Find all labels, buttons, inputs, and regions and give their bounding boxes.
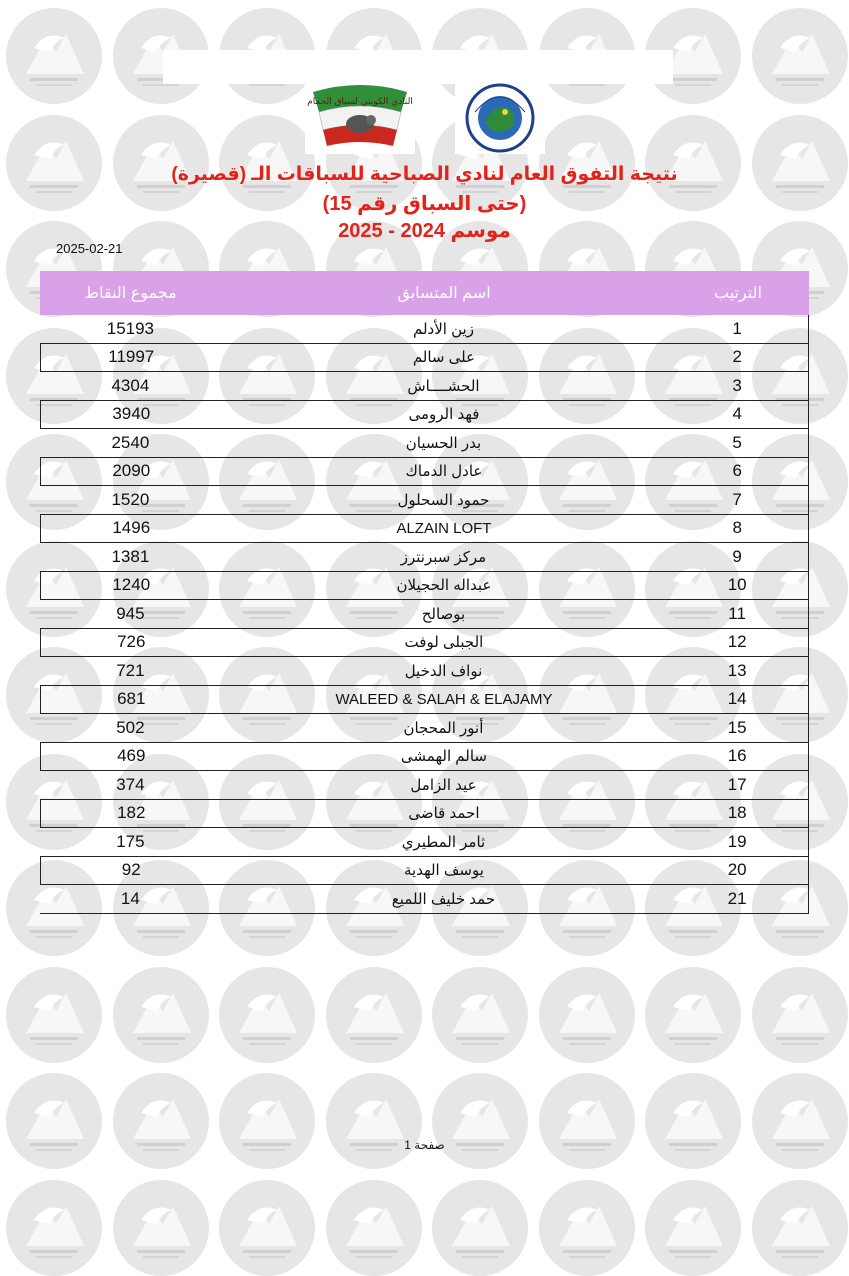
points-cell: 945: [116, 603, 145, 623]
points-cell: 11997: [108, 347, 155, 367]
name-cell: بدر الحسيان: [405, 434, 482, 452]
federation-logo: [455, 82, 545, 154]
table-row: [40, 600, 809, 629]
name-cell: ثامر المطيري: [401, 833, 486, 851]
table-row: [40, 486, 809, 515]
svg-text:النادي الكويتي لسباق الحمام: النادي الكويتي لسباق الحمام: [307, 97, 413, 107]
rank-cell: 13: [727, 660, 747, 680]
points-cell: 1496: [112, 518, 151, 538]
points-cell: 15193: [106, 318, 155, 338]
rank-cell: 10: [727, 575, 747, 595]
table-row: [40, 344, 809, 373]
rank-cell: 16: [727, 746, 747, 766]
page-number: صفحة 1: [404, 1138, 445, 1152]
table-row: [40, 401, 809, 430]
points-cell: 374: [116, 774, 145, 794]
name-cell: حمود السحلول: [397, 491, 490, 509]
table-row: [40, 429, 809, 458]
name-cell: عيد الزامل: [410, 776, 477, 794]
name-cell: الحشــــاش: [407, 377, 480, 395]
name-cell: حمد خليف اللميع: [391, 890, 496, 908]
report-subtitle: (حتى السباق رقم 15): [322, 193, 527, 215]
name-cell: سالم الهمشى: [400, 748, 487, 766]
header-blank-box: [163, 50, 673, 84]
table-header: [40, 271, 809, 315]
name-cell: فهد الرومى: [408, 406, 480, 424]
rank-cell: 1: [732, 318, 742, 338]
name-cell: بوصالح: [421, 605, 466, 623]
points-cell: 3940: [112, 404, 151, 424]
table-row: [40, 828, 809, 857]
table-row: [40, 885, 809, 914]
rank-cell: 5: [732, 432, 742, 452]
report-title: نتيجة التفوق العام لنادي الصباحية للسباقات الـ (قصيرة): [171, 164, 678, 185]
table-row: [40, 714, 809, 743]
rank-cell: 15: [727, 717, 747, 737]
table-row: [40, 315, 809, 344]
table-row: [40, 572, 809, 601]
table-row: [40, 743, 809, 772]
header-rank: الترتيب: [714, 285, 762, 302]
table-row: [40, 800, 809, 829]
points-cell: 721: [116, 660, 145, 680]
rank-cell: 21: [727, 888, 747, 908]
rank-cell: 8: [732, 518, 742, 538]
table-row: [40, 857, 809, 886]
points-cell: 182: [117, 803, 146, 823]
points-cell: 92: [121, 860, 141, 880]
points-cell: 1520: [111, 489, 150, 509]
points-cell: 175: [116, 831, 145, 851]
name-cell: على سالم: [412, 349, 476, 367]
points-cell: 2540: [111, 432, 150, 452]
name-cell: عبداله الحجيلان: [396, 577, 492, 595]
rank-cell: 4: [732, 404, 742, 424]
name-cell: زين الأدلم: [412, 320, 474, 338]
points-cell: 2090: [112, 461, 151, 481]
name-cell: عادل الدماك: [405, 463, 483, 481]
rank-cell: 9: [732, 546, 742, 566]
header-name: اسم المتسابق: [397, 285, 491, 302]
name-cell: WALEED & SALAH & ELAJAMY: [335, 690, 553, 708]
rank-cell: 17: [727, 774, 747, 794]
rank-cell: 20: [727, 860, 747, 880]
points-cell: 502: [116, 717, 145, 737]
table-row: [40, 686, 809, 715]
table-row: [40, 657, 809, 686]
table-row: [40, 372, 809, 401]
name-cell: احمد قاضى: [408, 805, 480, 823]
header-points: مجموع النقاط: [84, 285, 177, 302]
points-cell: 4304: [111, 375, 150, 395]
name-cell: أنور المحجان: [403, 719, 484, 737]
rank-cell: 14: [727, 689, 747, 709]
club-logo: [305, 82, 415, 154]
season-label: موسم 2024 - 2025: [338, 220, 511, 242]
rank-cell: 18: [727, 803, 747, 823]
points-cell: 1381: [111, 546, 150, 566]
points-cell: 469: [117, 746, 146, 766]
points-cell: 1240: [112, 575, 151, 595]
report-date: 2025-02-21: [56, 241, 123, 256]
rank-cell: 2: [732, 347, 742, 367]
rank-cell: 3: [732, 375, 742, 395]
table-row: [40, 515, 809, 544]
table-row: [40, 629, 809, 658]
points-cell: 14: [120, 888, 140, 908]
rank-cell: 7: [732, 489, 742, 509]
results-table: [40, 271, 809, 914]
rank-cell: 19: [727, 831, 747, 851]
name-cell: نواف الدخيل: [404, 662, 483, 680]
table-row: [40, 771, 809, 800]
points-cell: 726: [117, 632, 146, 652]
rank-cell: 11: [728, 603, 746, 623]
points-cell: 681: [117, 689, 146, 709]
table-body: [40, 315, 809, 914]
table-row: [40, 458, 809, 487]
rank-cell: 6: [732, 461, 742, 481]
rank-cell: 12: [727, 632, 747, 652]
name-cell: يوسف الهدية: [403, 862, 484, 880]
name-cell: مركز سبرنترز: [400, 548, 487, 566]
name-cell: ALZAIN LOFT: [396, 519, 492, 537]
table-row: [40, 543, 809, 572]
name-cell: الجبلى لوفت: [404, 634, 484, 652]
